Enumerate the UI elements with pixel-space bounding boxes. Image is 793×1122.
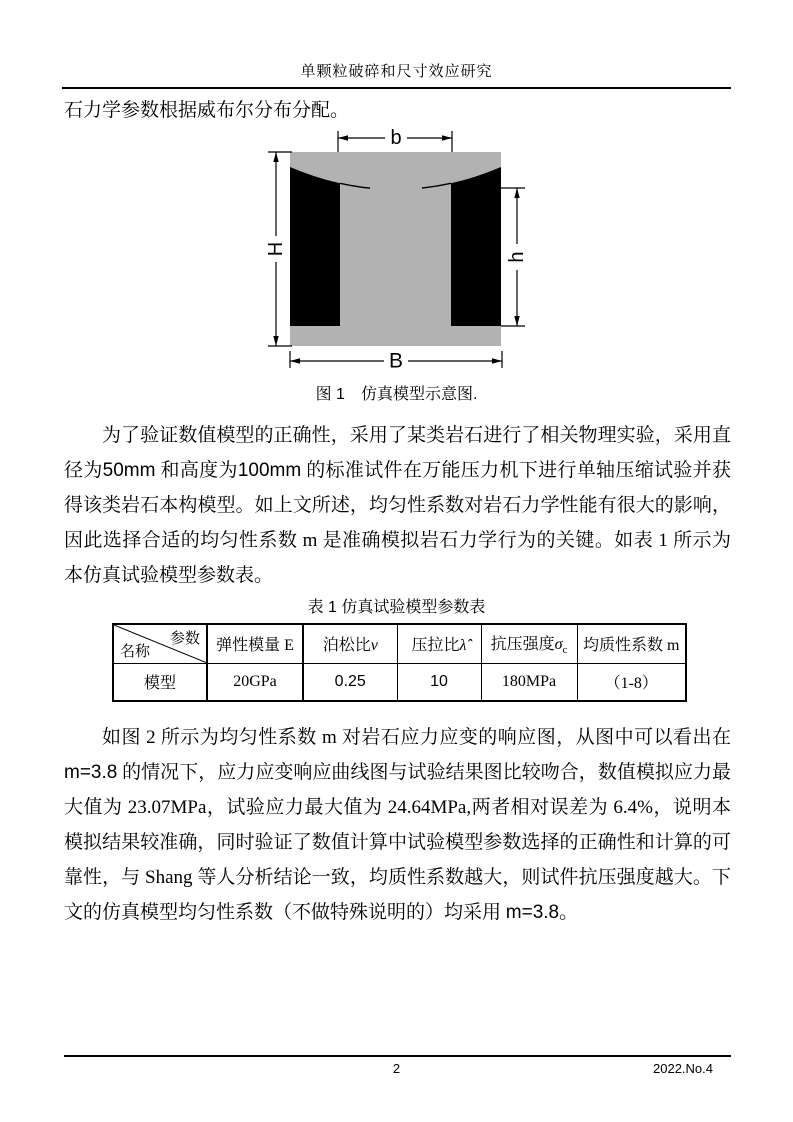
text-run: 的标准试件在万能压力机下进行单轴压缩试验并获得该类岩石本构模型。如上文所述，均匀性系数对岩石力学性能有很大的影响，因此选择合适的均匀性系数 m 是准确模拟岩石力学行为的关键。如表 1 所示为本仿真试验模型参数表。 — [64, 460, 731, 586]
text-run: 0.25 — [334, 672, 366, 690]
text-run: 压拉比 — [411, 637, 460, 655]
text-run: σ — [554, 636, 563, 654]
text-run: 模型 — [143, 675, 176, 693]
dim-label-h: h — [506, 251, 528, 263]
text-run: 均质性系数 m — [583, 637, 680, 655]
page-number: 2 — [392, 1061, 401, 1076]
text-run: 为了验证数值模型的正确性，采用了某类岩石进行了相关物理实验，采用直径为 — [64, 425, 731, 481]
paragraph-2 — [64, 720, 731, 930]
text-run: 。 — [559, 902, 579, 923]
text-run: 10 — [430, 672, 448, 690]
dimension-h — [501, 188, 528, 326]
table-cell — [481, 663, 577, 701]
dim-label-B: B — [388, 349, 404, 370]
issue-label: 2022.No.4 — [653, 1061, 713, 1076]
text-run: 20GPa — [233, 672, 277, 690]
void-left — [290, 167, 340, 326]
footer-rule — [64, 1055, 731, 1057]
text-run: λ̂ — [459, 637, 467, 655]
column-header — [397, 624, 481, 663]
table-data-row — [113, 663, 686, 701]
table-cell — [207, 663, 303, 701]
text-run: 如图 2 所示为均匀性系数 m 对岩石应力应变的响应图，从图中可以看出在 — [102, 727, 731, 748]
paragraph-1 — [64, 418, 731, 593]
arc-gap-mask — [370, 176, 422, 200]
table-cell — [577, 663, 686, 701]
header-rule — [62, 87, 731, 89]
text-run: （1-8） — [604, 675, 658, 693]
dim-label-H: H — [265, 241, 287, 257]
text-run: 的情况下，应力应变响应曲线图与试验结果图比较吻合，数值模拟应力最大值为 23.07MPa，试验应力最大值为 24.64MPa,两者相对误差为 6.4%，说明本模拟结果较准确，同时验证了数值计算中试验模型参数选择的正确性和计算的可靠性，与 Shang 等人分析结论一致，均质性系数越大，则试件抗压强度越大。下文的仿真模型均匀性系数（不做特殊说明的）均采用 — [64, 762, 731, 923]
text-run: 50mm — [102, 460, 156, 481]
text-run: m=3.8 — [64, 762, 118, 783]
intro-paragraph: 石力学参数根据威布尔分布分配。 — [64, 100, 350, 121]
simulation-model-diagram — [255, 115, 545, 370]
table-cell — [303, 663, 397, 701]
column-header — [303, 624, 397, 663]
diag-label-name: 名称 — [120, 643, 151, 660]
text-run: ν — [370, 637, 378, 655]
figure-caption: 图 1 仿真模型示意图. — [315, 386, 478, 403]
text-run: 弹性模量 E — [216, 637, 294, 655]
table-cell — [397, 663, 481, 701]
column-header — [207, 624, 303, 663]
dimension-H — [265, 152, 292, 346]
text-run: 和高度为 — [155, 460, 238, 481]
table-header-row — [113, 624, 686, 663]
text-run: c — [562, 644, 568, 657]
dimension-b — [338, 125, 452, 152]
dim-label-b: b — [390, 127, 402, 149]
table-caption: 表 1 仿真试验模型参数表 — [307, 599, 486, 616]
text-run: m=3.8 — [505, 902, 560, 923]
void-right — [451, 167, 501, 326]
column-header — [481, 624, 577, 663]
running-header-title: 单颗粒破碎和尺寸效应研究 — [300, 64, 493, 80]
dimension-B — [290, 349, 502, 370]
table-cell — [113, 663, 207, 701]
diag-label-parameter: 参数 — [169, 631, 200, 647]
text-run: 100mm — [237, 460, 302, 481]
text-run: 抗压强度 — [490, 636, 555, 654]
column-header — [577, 624, 686, 663]
text-run: 泊松比 — [322, 637, 371, 655]
diagonal-header-cell — [113, 624, 207, 663]
text-run: 180MPa — [501, 672, 557, 690]
parameters-table — [112, 623, 687, 702]
